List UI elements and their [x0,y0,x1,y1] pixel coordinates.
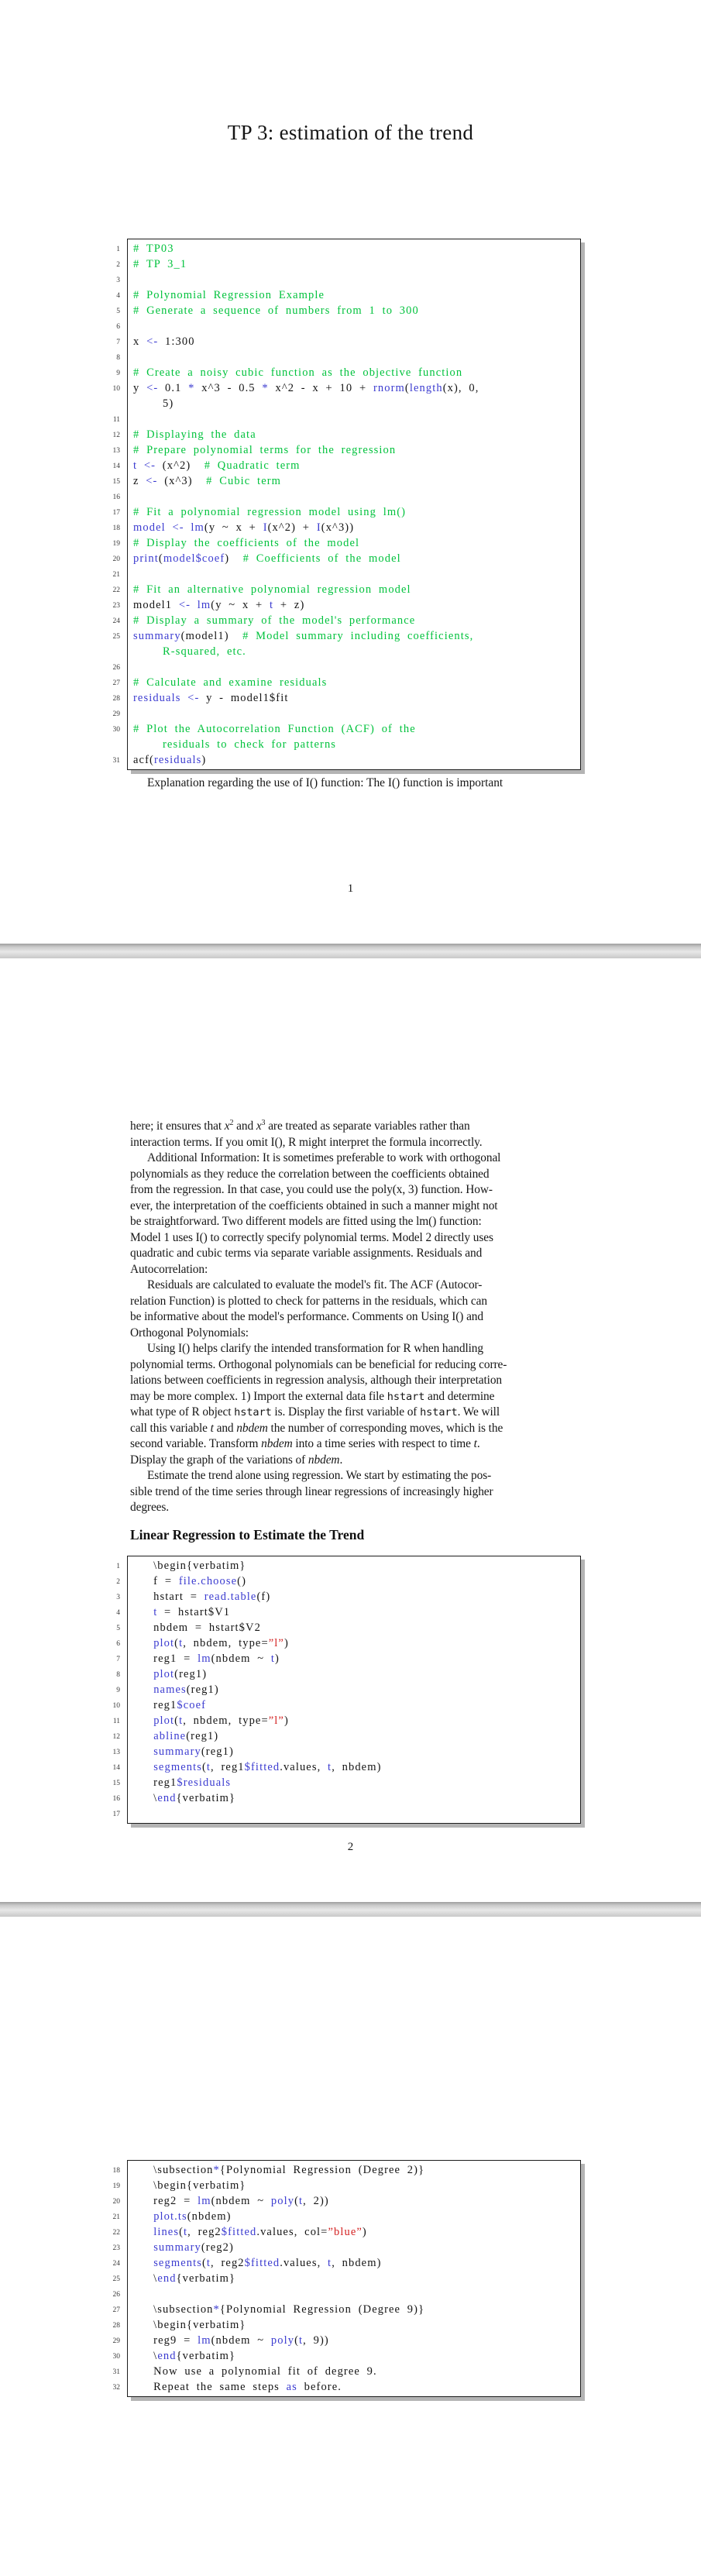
paragraph-line: sible trend of the time series through linear regressions of increasingly higher [130,1484,493,1498]
page-title: TP 3: estimation of the trend [227,121,474,144]
code-line: 28 residuals <- y - model1$fit [128,690,580,706]
paragraph-line: degrees. [130,1501,170,1514]
line-number: 19 [112,2182,120,2190]
code-line: 5 # Generate a sequence of numbers from 1 to 300 [128,303,580,318]
line-number: 7 [116,339,120,346]
code-line: 5 nbdem = hstart$V2 [128,1620,580,1635]
paragraph-line: second variable. Transform nbdem into a time series with respect to time t. [130,1437,480,1450]
code-line: 14 t <- (x^2) # Quadratic term [128,458,580,473]
line-number: 21 [112,571,120,579]
code-line: 7 x <- 1:300 [128,334,580,349]
code-line [116,318,580,334]
line-number: 2 [116,261,120,269]
paragraph-line: be straightforward. Two different models are fitted using the lm() function: [130,1215,482,1228]
line-number: 17 [112,1811,120,1818]
line-number: 26 [112,2291,120,2299]
code-line: 12 abline(reg1) [128,1728,580,1744]
line-number: 7 [116,1656,120,1663]
paragraph-line: lations between coefficients in regression analysis, although their interpretation [130,1374,503,1387]
paragraph-line: quadratic and cubic terms via separate variable assignments. Residuals and [130,1247,483,1260]
code-line: 22 # Fit an alternative polynomial regression model [128,582,580,597]
line-number: 10 [112,1702,120,1710]
line-number: 27 [112,679,120,687]
code-line: 32 Repeat the same steps as before. [128,2379,580,2395]
code-line: 18 \subsection*{Polynomial Regression (Degree 2)} [128,2162,580,2178]
paragraph-line: what type of R object hstart is. Display the first variable of hstart. We will [130,1405,500,1419]
code-line: 10 reg1$coef [128,1697,580,1713]
code-line: 11 plot(t, nbdem, type=”l”) [128,1713,580,1728]
code-line: 7 reg1 = lm(nbdem ~ t) [128,1651,580,1666]
line-number: 14 [112,1764,120,1772]
line-number: 23 [112,2244,120,2252]
line-number: 1 [116,1563,120,1570]
code-line: 14 segments(t, reg1$fitted.values, t, nbdem) [128,1759,580,1775]
code-line: 17 # Fit a polynomial regression model using lm() [128,504,580,520]
code-line: 24 segments(t, reg2$fitted.values, t, nbdem) [128,2255,580,2271]
code-block-polynomial-regression [112,239,581,770]
line-number: 24 [112,617,120,625]
line-number: 22 [112,586,120,594]
code-line: 2 # TP 3_1 [128,256,580,272]
line-number: 16 [112,494,120,501]
code-block-polynomial-degree [112,2160,581,2397]
paragraph-line: Display the graph of the variations of nbdem. [130,1453,343,1467]
code-line: 23 model1 <- lm(y ~ x + t + z) [128,597,580,613]
line-number: 3 [116,1594,120,1601]
code-line [112,566,580,582]
explanation-paragraph-start: Explanation regarding the use of I() function: The I() function is important [147,776,503,789]
line-number: 9 [116,370,120,377]
paragraph-line: Additional Information: It is sometimes preferable to work with orthogonal [147,1151,501,1164]
code-line-continuation: 5) [163,397,174,410]
paragraph-line: relation Function) is plotted to check for patterns in the residuals, which can [130,1294,487,1308]
line-number: 2 [116,1578,120,1586]
line-number: 13 [112,1749,120,1756]
code-line: 20 reg2 = lm(nbdem ~ poly(t, 2)) [128,2193,580,2209]
paragraph-line: Model 1 uses I() to correctly specify polynomial terms. Model 2 directly uses [130,1230,493,1244]
code-line: 25 \end{verbatim} [128,2271,580,2286]
line-number: 22 [112,2229,120,2237]
line-number: 20 [112,2198,120,2206]
line-number: 23 [112,602,120,610]
line-number: 5 [116,1625,120,1632]
line-number: 20 [112,555,120,563]
line-number: 15 [112,1780,120,1787]
code-line: 6 plot(t, nbdem, type=”l”) [128,1635,580,1651]
page-number-1: 1 [347,882,354,895]
code-line [112,1806,580,1821]
line-number: 12 [112,432,120,439]
code-line: 3 hstart = read.table(f) [128,1589,580,1604]
code-line: 12 # Displaying the data [128,427,580,442]
line-number: 29 [112,2337,120,2345]
code-line: 20 print(model$coef) # Coefficients of the model [128,551,580,566]
code-line: 8 plot(reg1) [128,1666,580,1682]
code-line: 2 f = file.choose() [128,1573,580,1589]
code-line: 31 acf(residuals) [128,752,580,768]
line-number: 11 [112,1718,120,1725]
line-number: 31 [112,757,120,765]
line-number: 13 [112,447,120,455]
code-line: 13 summary(reg1) [128,1744,580,1759]
page-separator-2 [0,1902,701,1917]
line-number: 30 [112,726,120,734]
code-line [116,272,580,287]
code-line [112,2286,580,2302]
line-number: 12 [112,1733,120,1741]
paragraph-line: from the regression. In that case, you could use the poly(x, 3) function. How- [130,1183,493,1196]
line-number: 25 [112,2275,120,2283]
paragraph-line: interaction terms. If you omit I(), R might interpret the formula incorrectly. [130,1135,483,1149]
line-number: 32 [112,2384,120,2392]
section-heading-linear-regression: Linear Regression to Estimate the Trend [130,1527,365,1543]
code-line: 10 y <- 0.1 * x^3 - 0.5 * x^2 - x + 10 + rnorm(length(x), 0, [128,380,580,396]
code-line: 15 reg1$residuals [128,1775,580,1790]
paragraph-line: ever, the interpretation of the coefficients obtained in such a manner might not [130,1199,498,1212]
line-number: 4 [116,1609,120,1617]
line-number: 29 [112,710,120,718]
line-number: 11 [112,416,120,424]
code-line [112,411,580,427]
line-number: 26 [112,664,120,672]
code-line [116,349,580,365]
code-line: 15 z <- (x^3) # Cubic term [128,473,580,489]
body-paragraphs [130,1119,575,1516]
line-number: 3 [116,277,120,284]
code-line-continuation: R-squared, etc. [163,645,246,658]
code-line [112,489,580,504]
paragraph-line: Residuals are calculated to evaluate the model's fit. The ACF (Autocor- [147,1278,483,1291]
code-line: 30 \end{verbatim} [128,2348,580,2364]
line-number: 27 [112,2306,120,2314]
paragraph-line: Orthogonal Polynomials: [130,1326,249,1340]
paragraph-line: polynomials as they reduce the correlation between the coefficients obtained [130,1167,490,1181]
paragraph-line: polynomial terms. Orthogonal polynomials can be beneficial for reducing corre- [130,1357,507,1371]
code-line: 16 \end{verbatim} [128,1790,580,1806]
line-number: 19 [112,540,120,548]
code-line: 19 \begin{verbatim} [128,2178,580,2193]
code-line-continuation: residuals to check for patterns [163,738,337,751]
line-number: 17 [112,509,120,517]
code-line: 4 t = hstart$V1 [128,1604,580,1620]
code-line: 31 Now use a polynomial fit of degree 9. [128,2364,580,2379]
code-line: 21 plot.ts(nbdem) [128,2209,580,2224]
code-line: 22 lines(t, reg2$fitted.values, col=”blue”) [128,2224,580,2240]
paragraph-line: Estimate the trend alone using regression. We start by estimating the pos- [147,1469,492,1482]
line-number: 16 [112,1795,120,1803]
line-number: 18 [112,2167,120,2175]
code-line: 28 \begin{verbatim} [128,2317,580,2333]
paragraph-line: Autocorrelation: [130,1262,208,1276]
code-line: 24 # Display a summary of the model's performance [128,613,580,628]
code-line: 30 # Plot the Autocorrelation Function (ACF) of the [128,721,580,737]
line-number: 28 [112,695,120,703]
line-number: 24 [112,2260,120,2268]
page-separator-1 [0,944,701,958]
line-number: 14 [112,463,120,470]
code-line: 4 # Polynomial Regression Example [128,287,580,303]
paragraph-line: Using I() helps clarify the intended transformation for R when handling [147,1342,483,1355]
page-number-2: 2 [347,1841,354,1853]
paragraph-line: may be more complex. 1) Import the external data file hstart and determine [130,1389,495,1403]
code-line: 19 # Display the coefficients of the model [128,535,580,551]
line-number: 5 [116,308,120,315]
code-line [112,706,580,721]
line-number: 8 [116,1671,120,1679]
line-number: 31 [112,2368,120,2376]
line-number: 1 [116,246,120,253]
paragraph-line: be informative about the model's performance. Comments on Using I() and [130,1310,483,1323]
code-line: 27 # Calculate and examine residuals [128,675,580,690]
line-number: 4 [116,292,120,300]
line-number: 21 [112,2213,120,2221]
code-line: 27 \subsection*{Polynomial Regression (Degree 9)} [128,2302,580,2317]
code-line: 9 names(reg1) [128,1682,580,1697]
paragraph-line: call this variable t and nbdem the number of corresponding moves, which is the [130,1421,503,1435]
code-line: 25 summary(model1) # Model summary including coefficients, [128,628,580,644]
line-number: 6 [116,323,120,331]
line-number: 30 [112,2353,120,2361]
line-number: 8 [116,354,120,362]
line-number: 9 [116,1687,120,1694]
paragraph-line: here; it ensures that $x^2$ and $x^3$ are treated as separate variables rather than [130,1118,470,1133]
code-line [112,659,580,675]
code-line: 1 \begin{verbatim} [128,1558,580,1573]
line-number: 10 [112,385,120,393]
code-line: 1 # TP03 [128,241,580,256]
code-block-linear-regression [112,1556,581,1824]
line-number: 6 [116,1640,120,1648]
code-line: 13 # Prepare polynomial terms for the regression [128,442,580,458]
line-number: 28 [112,2322,120,2330]
code-line: 23 summary(reg2) [128,2240,580,2255]
code-line: 18 model <- lm(y ~ x + I(x^2) + I(x^3)) [128,520,580,535]
code-line: 9 # Create a noisy cubic function as the objective function [128,365,580,380]
code-line: 29 reg9 = lm(nbdem ~ poly(t, 9)) [128,2333,580,2348]
line-number: 18 [112,524,120,532]
line-number: 25 [112,633,120,641]
line-number: 15 [112,478,120,486]
